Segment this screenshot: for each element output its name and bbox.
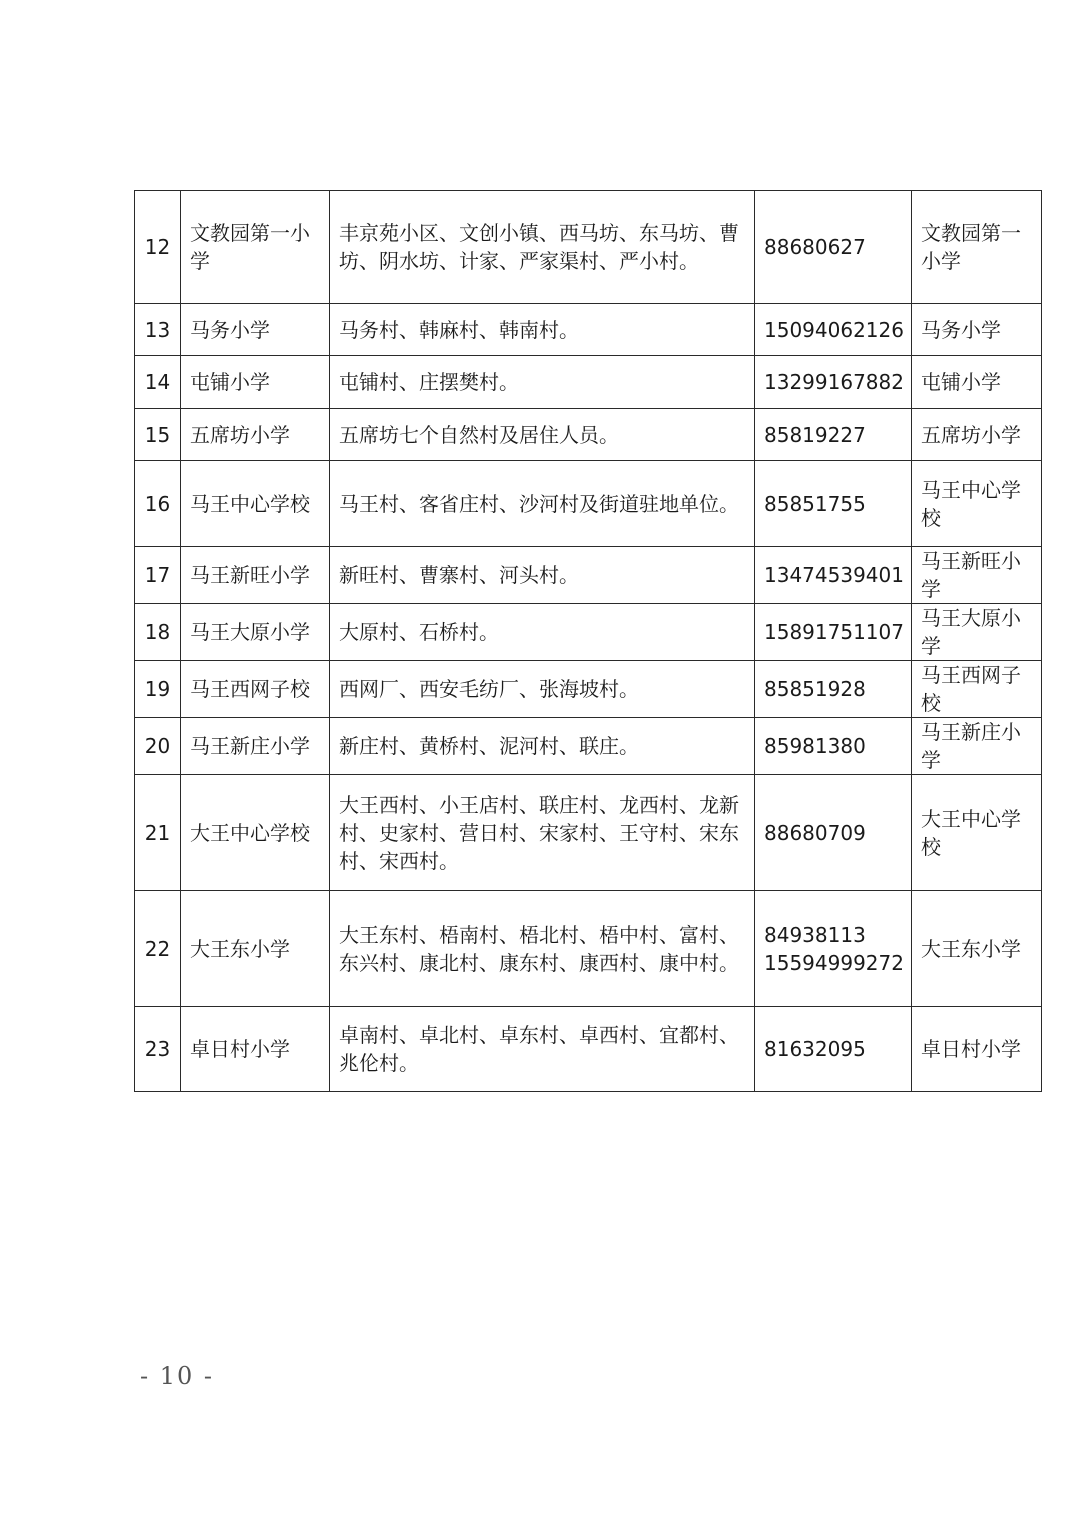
contact-phone xyxy=(755,661,912,718)
phone-number: 85851755 xyxy=(764,491,866,516)
enrollment-school: 文教园第一小学 xyxy=(912,191,1042,304)
phone-number: 88680627 xyxy=(764,235,866,259)
service-area: 大王西村、小王店村、联庄村、龙西村、龙新村、史家村、营日村、宋家村、王守村、宋东村、宋西村。 xyxy=(330,775,755,891)
service-area: 新庄村、黄桥村、泥河村、联庄。 xyxy=(330,718,755,775)
contact-phone xyxy=(755,775,912,891)
enrollment-school: 马务小学 xyxy=(912,304,1042,356)
row-number: 12 xyxy=(135,191,181,304)
service-area: 大王东村、梧南村、梧北村、梧中村、富村、东兴村、康北村、康东村、康西村、康中村。 xyxy=(330,891,755,1007)
service-area: 屯铺村、庄摆樊村。 xyxy=(330,356,755,409)
service-area: 卓南村、卓北村、卓东村、卓西村、宜都村、兆伦村。 xyxy=(330,1007,755,1092)
phone-number: 84938113 xyxy=(764,922,866,947)
school-name: 卓日村小学 xyxy=(181,1007,330,1092)
table-row xyxy=(135,304,1042,356)
row-number: 18 xyxy=(135,604,181,661)
contact-phone xyxy=(755,356,912,409)
table-row xyxy=(135,409,1042,461)
service-area: 马务村、韩麻村、韩南村。 xyxy=(330,304,755,356)
service-area: 丰京苑小区、文创小镇、西马坊、东马坊、曹坊、阴水坊、计家、严家渠村、严小村。 xyxy=(330,191,755,304)
row-number: 23 xyxy=(135,1007,181,1092)
school-name: 五席坊小学 xyxy=(181,409,330,461)
phone-number: 15891751107 xyxy=(764,620,904,644)
service-area: 五席坊七个自然村及居住人员。 xyxy=(330,409,755,461)
contact-phone xyxy=(755,547,912,604)
contact-phone xyxy=(755,304,912,356)
table-row xyxy=(135,356,1042,409)
row-number: 14 xyxy=(135,356,181,409)
enrollment-school: 大王东小学 xyxy=(912,891,1042,1007)
phone-number: 88680709 xyxy=(764,820,866,845)
enrollment-school: 卓日村小学 xyxy=(912,1007,1042,1092)
row-number: 21 xyxy=(135,775,181,891)
phone-number: 85981380 xyxy=(764,734,866,758)
contact-phone xyxy=(755,604,912,661)
row-number: 22 xyxy=(135,891,181,1007)
service-area: 新旺村、曹寨村、河头村。 xyxy=(330,547,755,604)
table-row xyxy=(135,661,1042,718)
table-row xyxy=(135,1007,1042,1092)
enrollment-school: 马王西网子校 xyxy=(912,661,1042,718)
school-name: 马务小学 xyxy=(181,304,330,356)
school-name: 马王新旺小学 xyxy=(181,547,330,604)
enrollment-school: 屯铺小学 xyxy=(912,356,1042,409)
school-name: 马王西网子校 xyxy=(181,661,330,718)
enrollment-school: 大王中心学校 xyxy=(912,775,1042,891)
school-name: 马王大原小学 xyxy=(181,604,330,661)
phone-number: 13474539401 xyxy=(764,563,904,587)
table-body xyxy=(135,191,1042,1092)
table-row xyxy=(135,604,1042,661)
phone-number: 85851928 xyxy=(764,677,866,701)
table-row xyxy=(135,547,1042,604)
contact-phone xyxy=(755,191,912,304)
table-row xyxy=(135,775,1042,891)
enrollment-school: 马王新庄小学 xyxy=(912,718,1042,775)
table-row xyxy=(135,191,1042,304)
contact-phone xyxy=(755,1007,912,1092)
school-name: 大王东小学 xyxy=(181,891,330,1007)
row-number: 16 xyxy=(135,461,181,547)
table-row xyxy=(135,891,1042,1007)
contact-phone xyxy=(755,409,912,461)
row-number: 20 xyxy=(135,718,181,775)
phone-number: 85819227 xyxy=(764,422,866,447)
service-area: 西网厂、西安毛纺厂、张海坡村。 xyxy=(330,661,755,718)
phone-number: 13299167882 xyxy=(764,370,904,394)
enrollment-school: 马王新旺小学 xyxy=(912,547,1042,604)
phone-number: 81632095 xyxy=(764,1037,866,1061)
school-name: 屯铺小学 xyxy=(181,356,330,409)
service-area: 大原村、石桥村。 xyxy=(330,604,755,661)
phone-number: 15094062126 xyxy=(764,317,904,342)
enrollment-school: 马王中心学校 xyxy=(912,461,1042,547)
row-number: 15 xyxy=(135,409,181,461)
enrollment-school: 马王大原小学 xyxy=(912,604,1042,661)
row-number: 13 xyxy=(135,304,181,356)
enrollment-area-table xyxy=(134,190,1042,1092)
contact-phone xyxy=(755,891,912,1007)
row-number: 17 xyxy=(135,547,181,604)
school-name: 马王新庄小学 xyxy=(181,718,330,775)
school-name: 文教园第一小学 xyxy=(181,191,330,304)
page-number: - 10 - xyxy=(140,1362,215,1390)
table-row xyxy=(135,461,1042,547)
contact-phone xyxy=(755,718,912,775)
contact-phone xyxy=(755,461,912,547)
row-number: 19 xyxy=(135,661,181,718)
school-name: 大王中心学校 xyxy=(181,775,330,891)
school-name: 马王中心学校 xyxy=(181,461,330,547)
service-area: 马王村、客省庄村、沙河村及街道驻地单位。 xyxy=(330,461,755,547)
enrollment-school: 五席坊小学 xyxy=(912,409,1042,461)
phone-number: 15594999272 xyxy=(764,950,904,975)
table-row xyxy=(135,718,1042,775)
